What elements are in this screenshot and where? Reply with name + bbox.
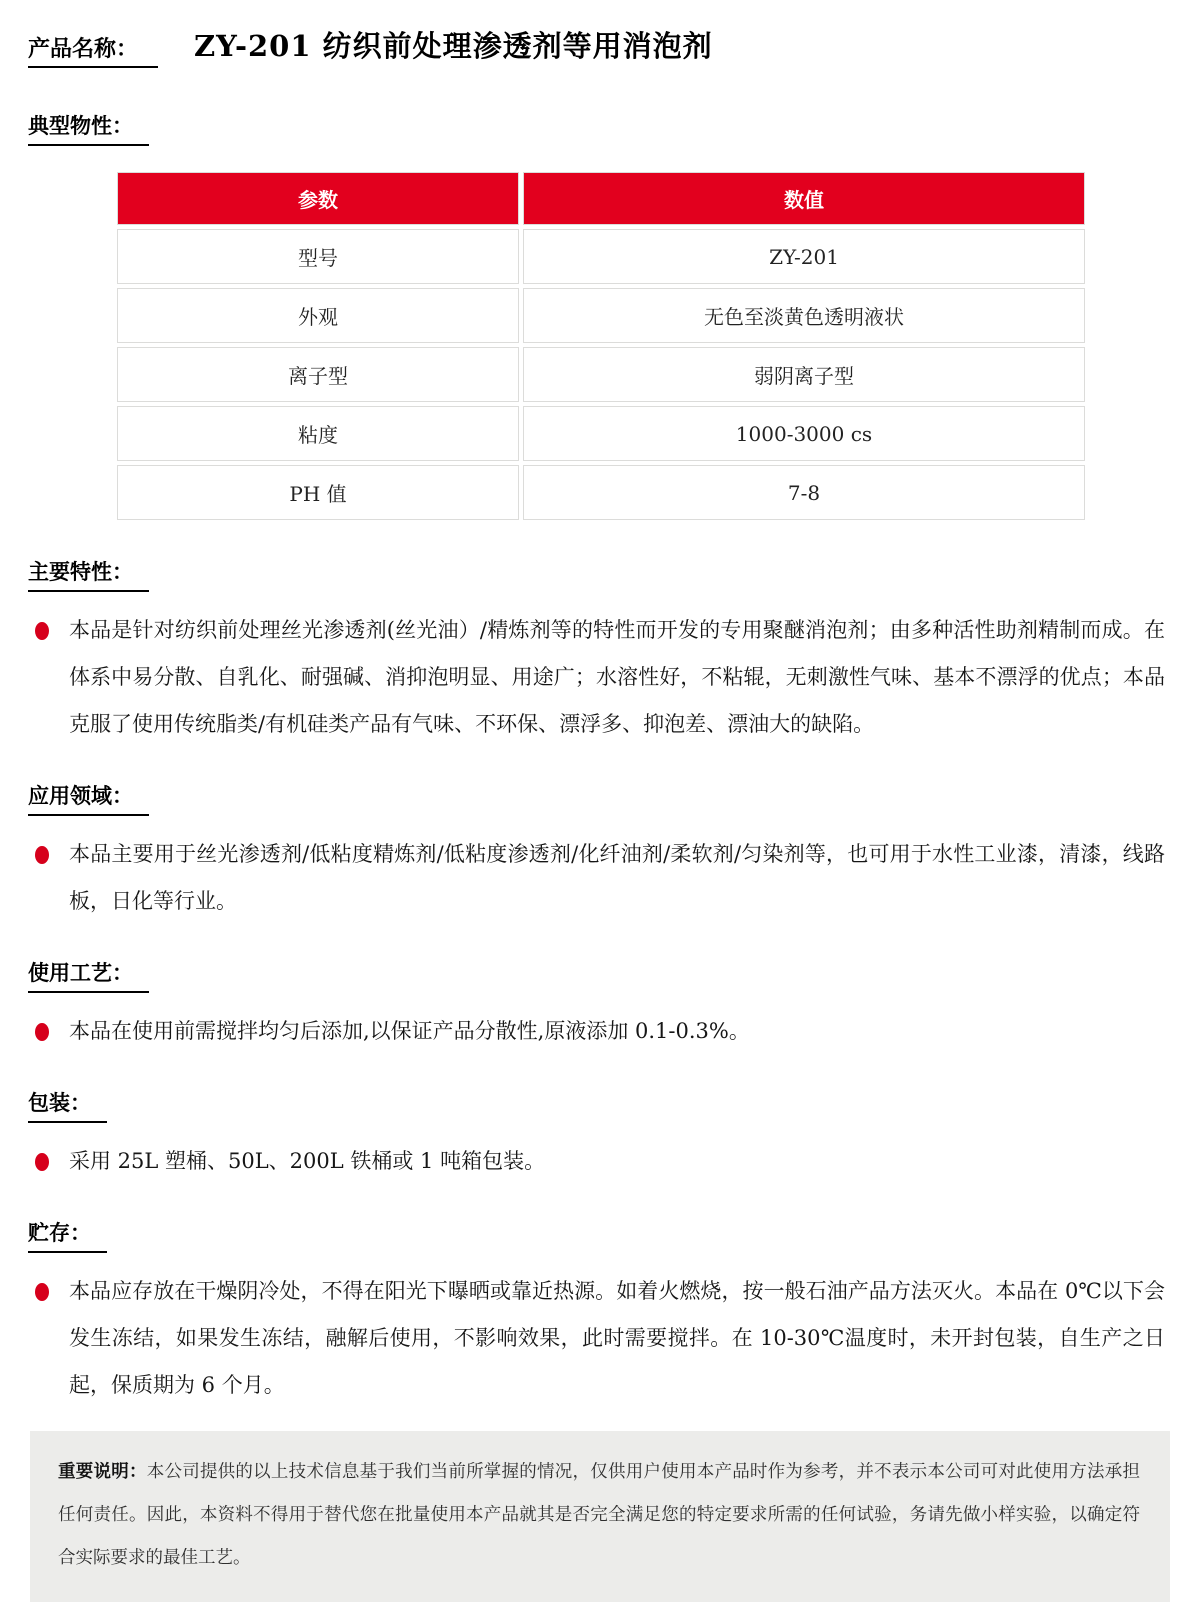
section-header-typical-properties: 典型物性：	[28, 110, 149, 146]
table-row	[117, 406, 1085, 461]
usage-section	[28, 957, 1165, 993]
spec-table-wrap	[113, 168, 1165, 524]
list-item	[28, 607, 1165, 748]
spec-value: 无色至淡黄色透明液状	[523, 288, 1085, 343]
spec-param: 型号	[117, 229, 519, 284]
application-section	[28, 780, 1165, 816]
section-header-main-features: 主要特性：	[28, 556, 149, 592]
table-row	[117, 347, 1085, 402]
table-row	[117, 229, 1085, 284]
important-notice-text	[58, 1451, 1140, 1580]
application-bullets	[28, 831, 1165, 925]
section-header-packaging: 包装：	[28, 1087, 107, 1123]
bullet-text: 本品在使用前需搅拌均匀后添加,以保证产品分散性,原液添加 0.1-0.3%。	[69, 1019, 750, 1043]
title-row	[28, 24, 1165, 68]
list-item	[28, 1268, 1165, 1409]
list-item	[28, 1008, 1165, 1055]
product-title: ZY-201 纺织前处理渗透剂等用消泡剂	[194, 29, 713, 63]
storage-bullets	[28, 1268, 1165, 1409]
usage-bullets	[28, 1008, 1165, 1055]
typical-properties-section	[28, 110, 1165, 146]
spec-table	[113, 168, 1089, 524]
packaging-section	[28, 1087, 1165, 1123]
spec-value: 7-8	[523, 465, 1085, 520]
bullet-icon	[35, 1023, 49, 1041]
bullet-text: 本品是针对纺织前处理丝光渗透剂(丝光油）/精炼剂等的特性而开发的专用聚醚消泡剂；由多种活性助剂精制而成。在体系中易分散、自乳化、耐强碱、消抑泡明显、用途广；水溶性好，不粘辊，无刺激性气味、基本不漂浮的优点；本品克服了使用传统脂类/有机硅类产品有气味、不环保、漂浮多、抑泡差、漂油大的缺陷。	[69, 618, 1165, 736]
table-row	[117, 288, 1085, 343]
table-row	[117, 465, 1085, 520]
spec-param: 粘度	[117, 406, 519, 461]
bullet-icon	[35, 1153, 49, 1171]
list-item	[28, 831, 1165, 925]
main-features-bullets	[28, 607, 1165, 748]
spec-table-header-value: 数值	[523, 172, 1085, 225]
main-features-section	[28, 556, 1165, 592]
spec-value: 弱阴离子型	[523, 347, 1085, 402]
important-notice-body: 本公司提供的以上技术信息基于我们当前所掌握的情况，仅供用户使用本产品时作为参考，并不表示本公司可对此使用方法承担任何责任。因此，本资料不得用于替代您在批量使用本产品就其是否完全满足您的特定要求所需的任何试验，务请先做小样实验，以确定符合实际要求的最佳工艺。	[58, 1462, 1141, 1568]
spec-table-header-row	[117, 172, 1085, 225]
packaging-bullets	[28, 1138, 1165, 1185]
spec-value: 1000-3000 cs	[523, 406, 1085, 461]
storage-section	[28, 1217, 1165, 1253]
list-item	[28, 1138, 1165, 1185]
spec-table-header-param: 参数	[117, 172, 519, 225]
spec-param: PH 值	[117, 465, 519, 520]
important-notice-label: 重要说明：	[58, 1462, 147, 1482]
product-name-label: 产品名称：	[28, 32, 158, 68]
bullet-text: 本品主要用于丝光渗透剂/低粘度精炼剂/低粘度渗透剂/化纤油剂/柔软剂/匀染剂等，也可用于水性工业漆，清漆，线路板，日化等行业。	[69, 842, 1165, 913]
bullet-text: 采用 25L 塑桶、50L、200L 铁桶或 1 吨箱包装。	[69, 1149, 546, 1173]
section-header-application: 应用领域：	[28, 780, 149, 816]
spec-value: ZY-201	[523, 229, 1085, 284]
section-header-storage: 贮存：	[28, 1217, 107, 1253]
bullet-text: 本品应存放在干燥阴冷处，不得在阳光下曝晒或靠近热源。如着火燃烧，按一般石油产品方法灭火。本品在 0℃以下会发生冻结，如果发生冻结，融解后使用，不影响效果，此时需要搅拌。在 10-30℃温度时，未开封包装，自生产之日起，保质期为 6 个月。	[69, 1279, 1165, 1397]
spec-param: 外观	[117, 288, 519, 343]
bullet-icon	[35, 622, 49, 640]
spec-param: 离子型	[117, 347, 519, 402]
important-notice-box	[30, 1431, 1170, 1602]
section-header-usage: 使用工艺：	[28, 957, 149, 993]
bullet-icon	[35, 1283, 49, 1301]
bullet-icon	[35, 846, 49, 864]
